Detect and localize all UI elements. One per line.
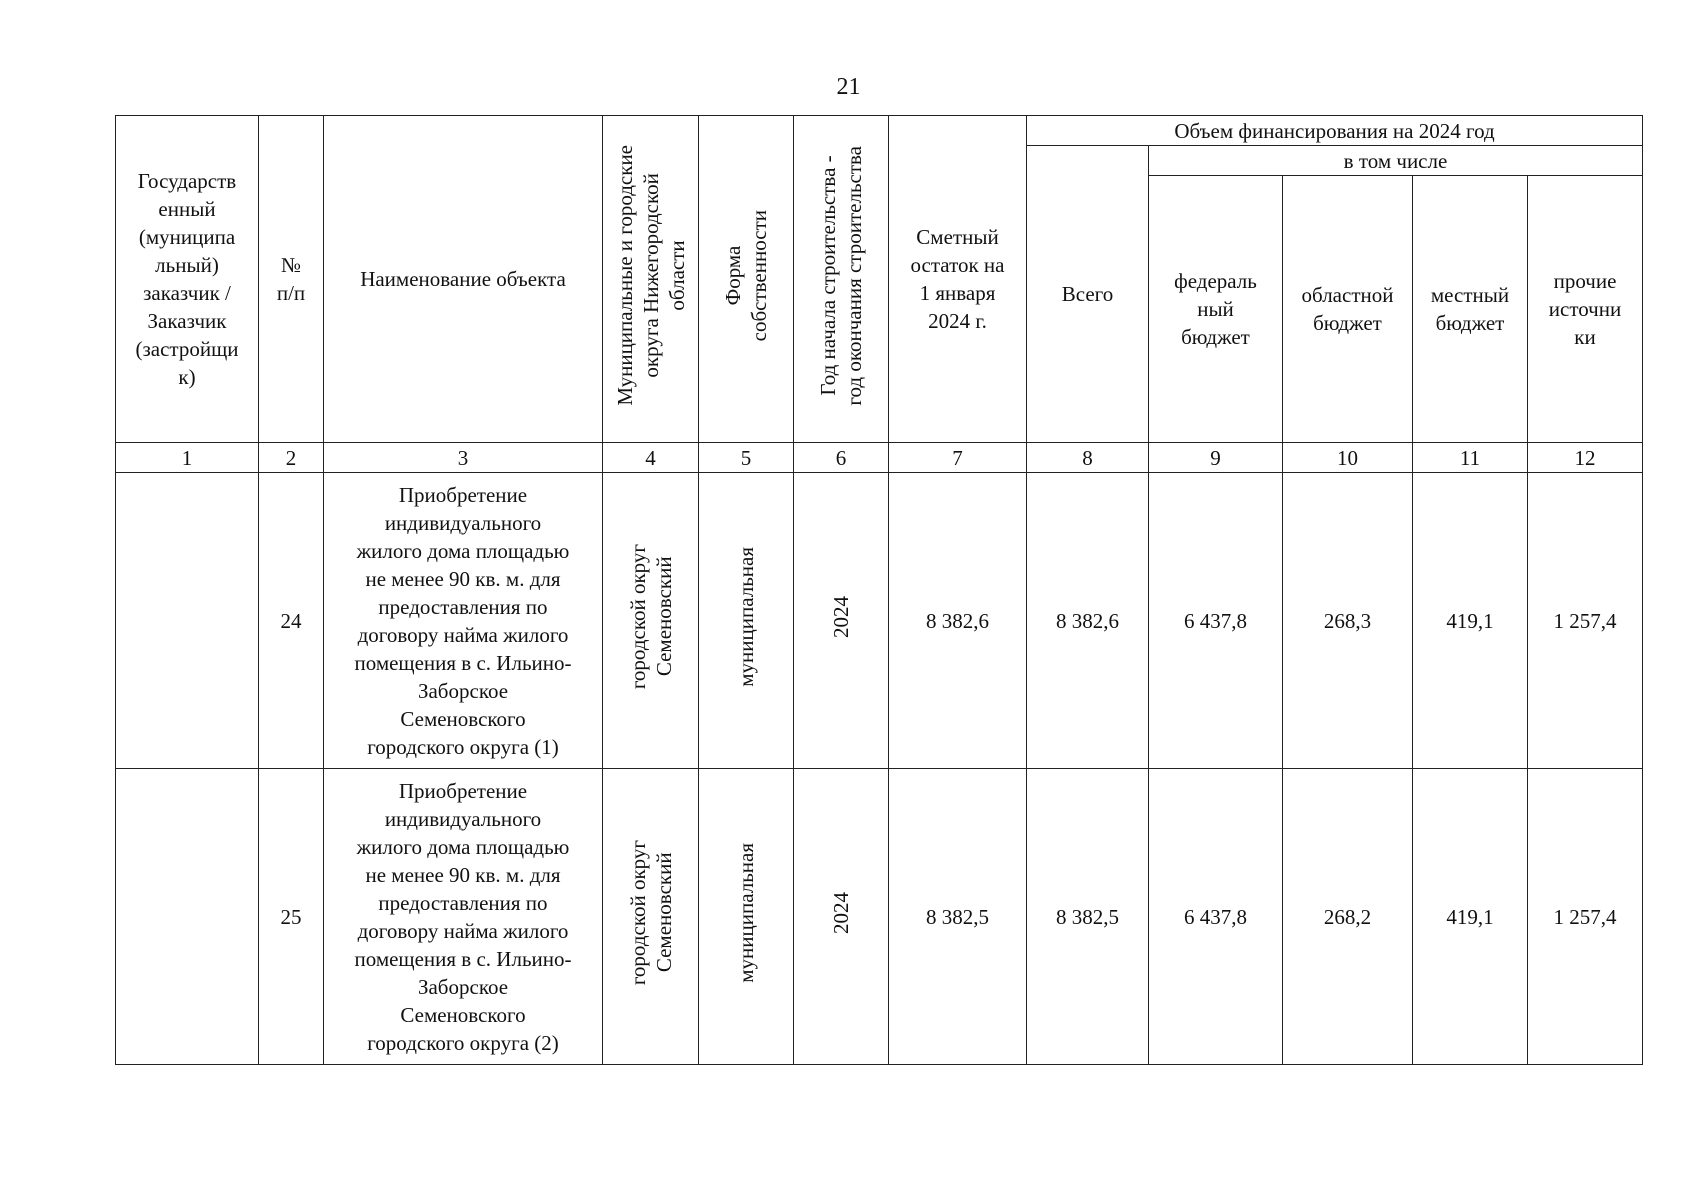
header-regional: областной бюджет — [1283, 176, 1413, 443]
cell-estimate: 8 382,5 — [889, 769, 1027, 1065]
column-number: 4 — [603, 443, 699, 473]
financing-table — [115, 115, 1643, 1065]
column-number: 2 — [259, 443, 324, 473]
header-estimate: Сметный остаток на 1 января 2024 г. — [889, 116, 1027, 443]
cell-index: 24 — [259, 473, 324, 769]
column-number: 9 — [1149, 443, 1283, 473]
header-local: местный бюджет — [1413, 176, 1528, 443]
cell-municipality: городской округ Семеновский — [603, 473, 699, 769]
header-index: № п/п — [259, 116, 324, 443]
header-object-name: Наименование объекта — [324, 116, 603, 443]
header-including: в том числе — [1149, 146, 1643, 176]
cell-estimate: 8 382,6 — [889, 473, 1027, 769]
cell-regional: 268,3 — [1283, 473, 1413, 769]
column-number: 7 — [889, 443, 1027, 473]
column-number: 11 — [1413, 443, 1528, 473]
column-number: 6 — [794, 443, 889, 473]
cell-ownership: муниципальная — [699, 769, 794, 1065]
header-ownership: Форма собственности — [699, 116, 794, 443]
cell-local: 419,1 — [1413, 473, 1528, 769]
cell-total: 8 382,6 — [1027, 473, 1149, 769]
cell-total: 8 382,5 — [1027, 769, 1149, 1065]
cell-federal: 6 437,8 — [1149, 769, 1283, 1065]
cell-object-name: Приобретение индивидуального жилого дома площадью не менее 90 кв. м. для предоставления по договору найма жилого помещения в с. Ильино- Заборское Семеновского городского округа (1) — [324, 473, 603, 769]
header-federal: федераль ный бюджет — [1149, 176, 1283, 443]
header-customer: Государств енный (муниципа льный) заказчик / Заказчик (застройщи к) — [116, 116, 259, 443]
page-number: 21 — [836, 74, 861, 100]
column-number-row — [116, 443, 1643, 473]
cell-local: 419,1 — [1413, 769, 1528, 1065]
column-number: 12 — [1528, 443, 1643, 473]
cell-other: 1 257,4 — [1528, 769, 1643, 1065]
cell-customer — [116, 473, 259, 769]
column-number: 3 — [324, 443, 603, 473]
header-funding-group: Объем финансирования на 2024 год — [1027, 116, 1643, 146]
column-number: 1 — [116, 443, 259, 473]
column-number: 5 — [699, 443, 794, 473]
cell-federal: 6 437,8 — [1149, 473, 1283, 769]
column-number: 10 — [1283, 443, 1413, 473]
header-years: Год начала строительства - год окончания строительства — [794, 116, 889, 443]
cell-customer — [116, 769, 259, 1065]
cell-object-name: Приобретение индивидуального жилого дома площадью не менее 90 кв. м. для предоставления по договору найма жилого помещения в с. Ильино- Заборское Семеновского городского округа (2) — [324, 769, 603, 1065]
cell-years: 2024 — [794, 473, 889, 769]
cell-years: 2024 — [794, 769, 889, 1065]
column-number: 8 — [1027, 443, 1149, 473]
header-total: Всего — [1027, 146, 1149, 443]
table-row — [116, 473, 1643, 769]
cell-ownership: муниципальная — [699, 473, 794, 769]
table-row — [116, 769, 1643, 1065]
cell-municipality: городской округ Семеновский — [603, 769, 699, 1065]
header-row-1 — [116, 116, 1643, 146]
header-other: прочие источни ки — [1528, 176, 1643, 443]
header-municipality: Муниципальные и городские округа Нижегородской области — [603, 116, 699, 443]
cell-regional: 268,2 — [1283, 769, 1413, 1065]
cell-other: 1 257,4 — [1528, 473, 1643, 769]
cell-index: 25 — [259, 769, 324, 1065]
